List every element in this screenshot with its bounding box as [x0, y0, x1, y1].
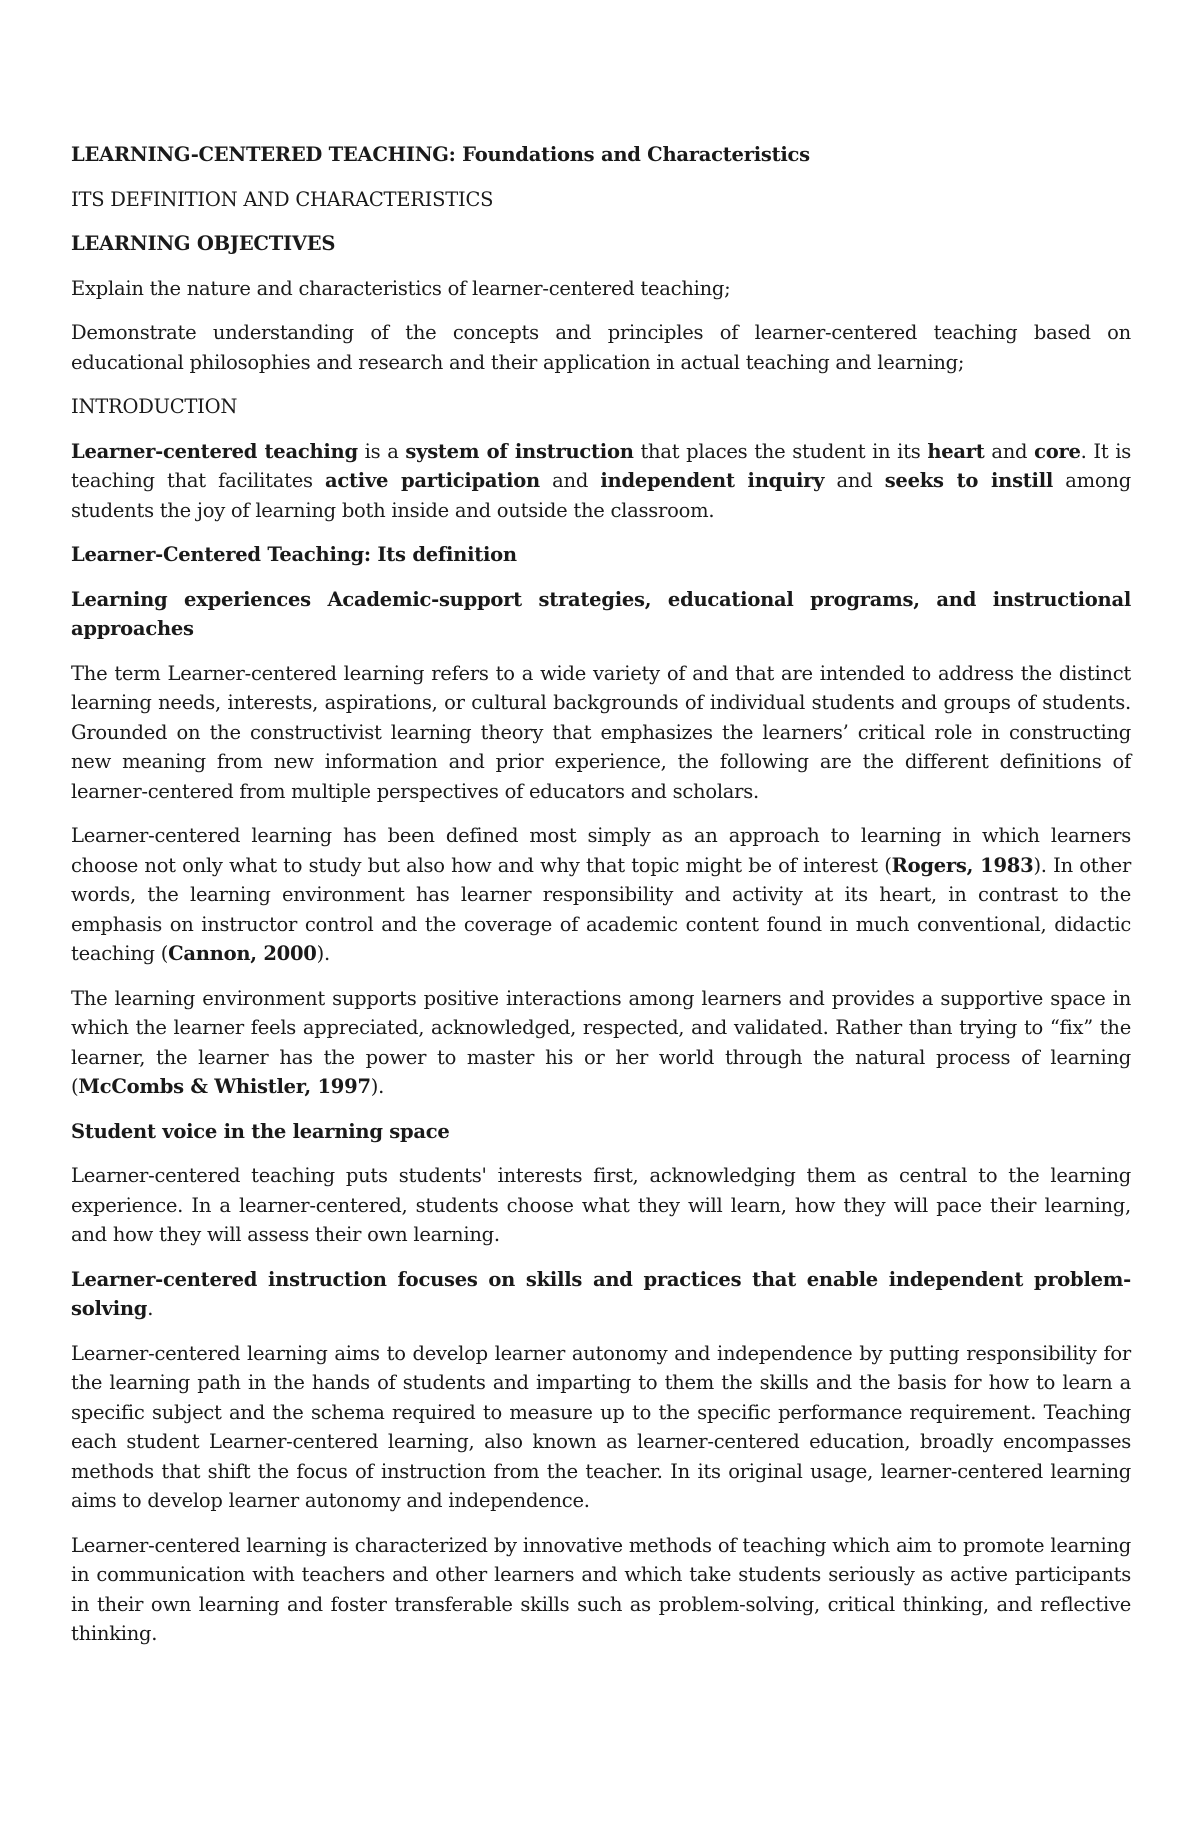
- document-subtitle: ITS DEFINITION AND CHARACTERISTICS: [71, 187, 494, 211]
- voice-paragraph: Learner-centered teaching puts students' interests first, acknowledging them as central to the learning experience. In a learner-centered, students choose what they will learn, how they will pace their learning, and how they will assess their own learning.: [71, 1164, 1131, 1246]
- autonomy-paragraph: Learner-centered learning aims to develop learner autonomy and independence by putting responsibility for the learning path in the hands of students and imparting to them the skills and the basis for how to learn a specific subject and the schema required to measure up to the specific performance requirement. Teaching each student Learner-centered learning, also known as learner-centered education, broadly encompasses methods that shift the focus of instruction from the teacher. In its original usage, learner-centered learning aims to develop learner autonomy and independence.: [71, 1341, 1131, 1512]
- skills-heading: Learner-centered instruction focuses on skills and practices that enable independent problem-solving.: [71, 1267, 1131, 1320]
- term-paragraph: The term Learner-centered learning refers to a wide variety of and that are intended to address the distinct learning needs, interests, aspirations, or cultural backgrounds of individual students and groups of students. Grounded on the constructivist learning theory that emphasizes the learners’ critical role in constructing new meaning from new information and prior experience, the following are the different definitions of learner-centered from multiple perspectives of educators and scholars.: [71, 661, 1131, 803]
- intro-term: Learner-centered teaching: [71, 439, 358, 463]
- definition-heading: Learner-Centered Teaching: Its definition: [71, 543, 517, 566]
- document-title: LEARNING-CENTERED TEACHING: Foundations and Characteristics: [71, 143, 810, 166]
- objectives-heading: LEARNING OBJECTIVES: [71, 232, 336, 255]
- objective-2: Demonstrate understanding of the concepts and principles of learner-centered teaching based on educational philosophies and research and their application in actual teaching and learning;: [71, 321, 1131, 374]
- citation-rogers: Rogers, 1983: [891, 853, 1034, 877]
- document-page: [71, 140, 1131, 1664]
- rogers-paragraph: Learner-centered learning has been defined most simply as an approach to learning in which learners choose not only what to study but also how and why that topic might be of interest (Rogers, 1983). In other words, the learning environment has learner responsibility and activity at its heart, in contrast to the emphasis on instructor control and the coverage of academic content found in much conventional, didactic teaching (Cannon, 2000).: [71, 824, 1132, 965]
- objective-1: Explain the nature and characteristics of learner-centered teaching;: [71, 276, 731, 300]
- introduction-heading: INTRODUCTION: [71, 395, 238, 418]
- citation-mccombs: McCombs & Whistler, 1997: [78, 1075, 371, 1098]
- intro-paragraph: Learner-centered teaching is a system of instruction that places the student in its heart and core. It is teaching that facilitates active participation and independent inquiry and seeks to instill among students the joy of learning both inside and outside the classroom.: [71, 439, 1131, 522]
- voice-heading: Student voice in the learning space: [71, 1119, 450, 1143]
- citation-cannon: Cannon, 2000: [168, 942, 317, 965]
- innovative-paragraph: Learner-centered learning is characterized by innovative methods of teaching which aim to promote learning in communication with teachers and other learners and which take students seriously as active participants in their own learning and foster transferable skills such as problem-solving, critical thinking, and reflective thinking.: [71, 1533, 1131, 1645]
- mccombs-paragraph: The learning environment supports positive interactions among learners and provides a supportive space in which the learner feels appreciated, acknowledged, respected, and validated. Rather than trying to “fix” the learner, the learner has the power to master his or her world through the natural process of learning (McCombs & Whistler, 1997).: [71, 986, 1131, 1098]
- approaches-heading: Learning experiences Academic-support strategies, educational programs, and instructional approaches: [71, 587, 1131, 640]
